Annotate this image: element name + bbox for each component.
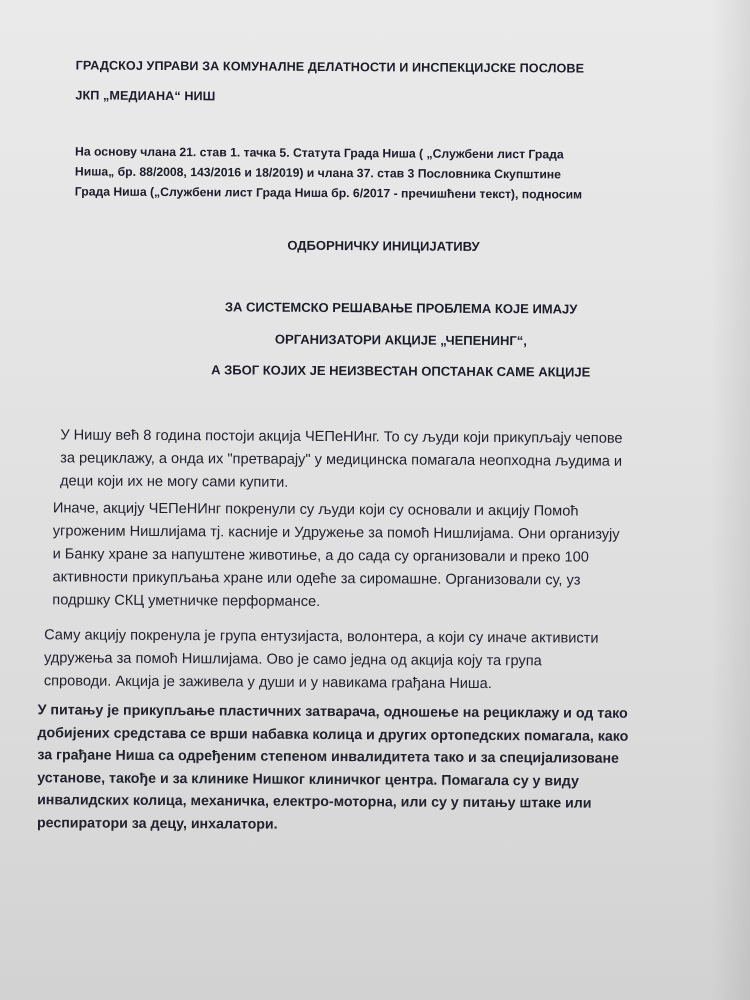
paragraph-line: респиратори за децу, инхалатори. [36,814,278,833]
legal-basis-line: Ниша„ бр. 88/2008, 143/2016 и 18/2019) и члана 37. став 3 Пословника Скупштине [74,164,562,182]
paragraph-line: установе, такође и за клинике Нишког клиничког центра. Помагала су у виду [37,769,579,790]
paragraph-line: У питању је прикупљање пластичних затварача, одношење на рециклажу и од тако [37,702,628,722]
paragraph-line: Иначе, акцију ЧЕПеНИнг покренули су људи који су основали и акцију Помоћ [52,500,579,520]
subtitle-line-2: ОРГАНИЗАТОРИ АКЦИЈЕ „ЧЕПЕНИНГ“, [274,331,527,349]
paragraph-2 [52,497,620,615]
paragraph-line: деци који их не могу сами купити. [60,473,289,491]
addressee-line: ГРАДСКОЈ УПРАВИ ЗА КОМУНАЛНЕ ДЕЛАТНОСТИ И ИНСПЕКЦИЈСКЕ ПОСЛОВЕ [75,58,585,76]
paragraph-4 [37,699,629,838]
paragraph-line: удружења за помоћ Нишлијама. Ово је само једна од акција коју та група [43,650,542,670]
company-line: ЈКП „МЕДИАНА“ НИШ [75,88,216,104]
subtitle-line-1: ЗА СИСТЕМСКО РЕШАВАЊЕ ПРОБЛЕМА КОЈЕ ИМАЈУ [224,299,578,317]
document-title: ОДБОРНИЧКУ ИНИЦИЈАТИВУ [287,237,480,254]
legal-basis [75,141,715,205]
paragraph-1 [60,424,623,496]
paragraph-line: за рециклажу, а онда их "претварају" у медицинска помагала неопходна људима и [60,450,623,470]
paragraph-line: спроводи. Акција је заживела у души и у навикама грађана Ниша. [43,673,492,693]
paragraph-3 [44,624,599,696]
paragraph-line: Саму акцију покренула је група ентузијаста, волонтера, а који су иначе активисти [44,627,599,647]
paragraph-line: угроженим Нишлијама тј. касније и Удружење за помоћ Нишлијама. Они организују [52,523,620,543]
paragraph-line: активности прикупљања хране или одеће за сиромашне. Организовали су, уз [52,569,581,589]
paragraph-line: У Нишу већ 8 година постоји акција ЧЕПеНИнг. То су људи који прикупљају чепове [60,427,623,447]
paragraph-line: добијених средстава се врши набавка колица и других ортопедских помагала, како [37,724,629,745]
legal-basis-line: На основу члана 21. став 1. тачка 5. Статута Града Ниша ( „Службени лист Града [75,144,564,162]
paragraph-line: за грађане Ниша са одређеним степеном инвалидитета тако и за специјализоване [37,747,620,767]
paragraph-line: и Банку хране за напуштене животиње, а до сада су организовали и преко 100 [52,546,589,566]
legal-basis-line: Града Ниша („Службени лист Града Ниша бр. 6/2017 - пречишћени текст), подносим [74,184,583,202]
subtitle-line-3: А ЗБОГ КОЈИХ ЈЕ НЕИЗВЕСТАН ОПСТАНАК САМЕ АКЦИЈЕ [211,362,591,380]
paragraph-line: подршку СКЦ уметничке перформансе. [52,592,321,610]
paragraph-line: инвалидских колица, механичка, електро-моторна, или су у питању штаке или [37,792,592,812]
